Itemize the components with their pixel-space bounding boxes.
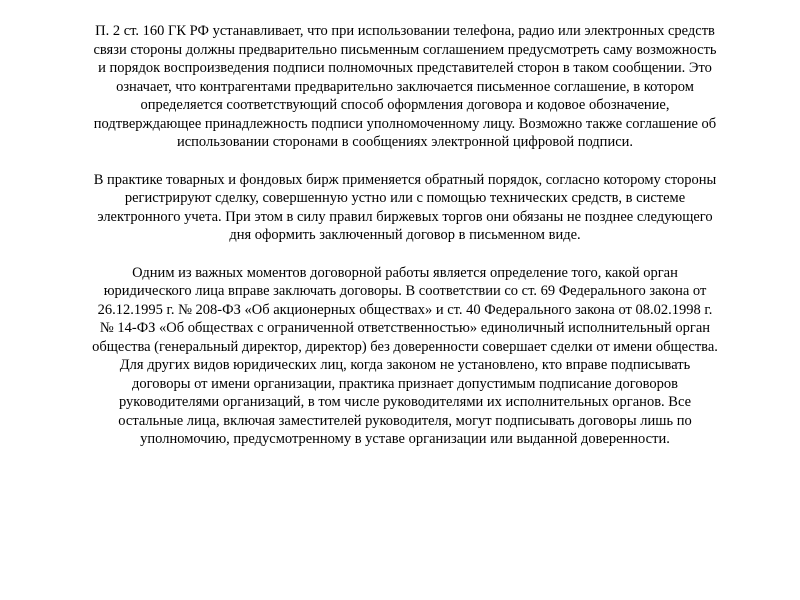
text-line: электронного учета. При этом в силу правил биржевых торгов они обязаны не позднее следующего	[97, 208, 713, 225]
text-line: определяется соответствующий способ оформления договора и кодовое обозначение,	[140, 97, 670, 113]
paragraph-telephone-radio-signature	[52, 22, 758, 152]
text-line: означает, что контрагентами предварительно заключается письменное соглашение, в котором	[116, 78, 694, 95]
text-line: юридического лица вправе заключать договоры. В соответствии со ст. 69 Федерального закона от	[103, 283, 707, 299]
text-line: В практике товарных и фондовых бирж применяется обратный порядок, согласно которому стороны	[93, 171, 717, 188]
slide-text-body	[52, 22, 758, 468]
text-line: уполномочию, предусмотренному в уставе организации или выданной доверенности.	[140, 431, 670, 447]
paragraph-signing-authority	[52, 264, 758, 449]
text-line: Для других видов юридических лиц, когда законом не установлено, кто вправе подписывать	[119, 357, 691, 373]
text-line: использовании сторонами в сообщениях электронной цифровой подписи.	[176, 134, 634, 150]
text-line: 26.12.1995 г. № 208-ФЗ «Об акционерных обществах» и ст. 40 Федерального закона от 08.02.1998 г.	[97, 301, 713, 318]
text-line: и порядок воспроизведения подписи полномочных представителей сторон в таком сообщении. Это	[98, 60, 712, 76]
text-line: договоры от имени организации, практика признает допустимым подписание договоров	[132, 375, 678, 392]
text-line: руководителями организаций, в том числе руководителями их исполнительных органов. Все	[118, 394, 692, 410]
text-line: подтверждающее принадлежность подписи уполномоченному лицу. Возможно также соглашение об	[93, 115, 717, 132]
text-line: общества (генеральный директор, директор) без доверенности совершает сделки от имени общества.	[92, 338, 718, 355]
text-line: Одним из важных моментов договорной работы является определение того, какой орган	[132, 264, 678, 281]
text-line: дня оформить заключенный договор в письменном виде.	[229, 227, 581, 243]
text-line: регистрируют сделку, совершенную устно или с помощью технических средств, в системе	[124, 190, 686, 206]
paragraph-exchange-practice	[52, 171, 758, 245]
text-line: П. 2 ст. 160 ГК РФ устанавливает, что при использовании телефона, радио или электронных средств	[95, 23, 715, 39]
text-line: № 14-ФЗ «Об обществах с ограниченной ответственностью» единоличный исполнительный орган	[99, 320, 711, 336]
text-line: связи стороны должны предварительно письменным соглашением предусмотреть саму возможность	[93, 41, 717, 58]
text-line: остальные лица, включая заместителей руководителя, могут подписывать договоры лишь по	[118, 412, 692, 429]
